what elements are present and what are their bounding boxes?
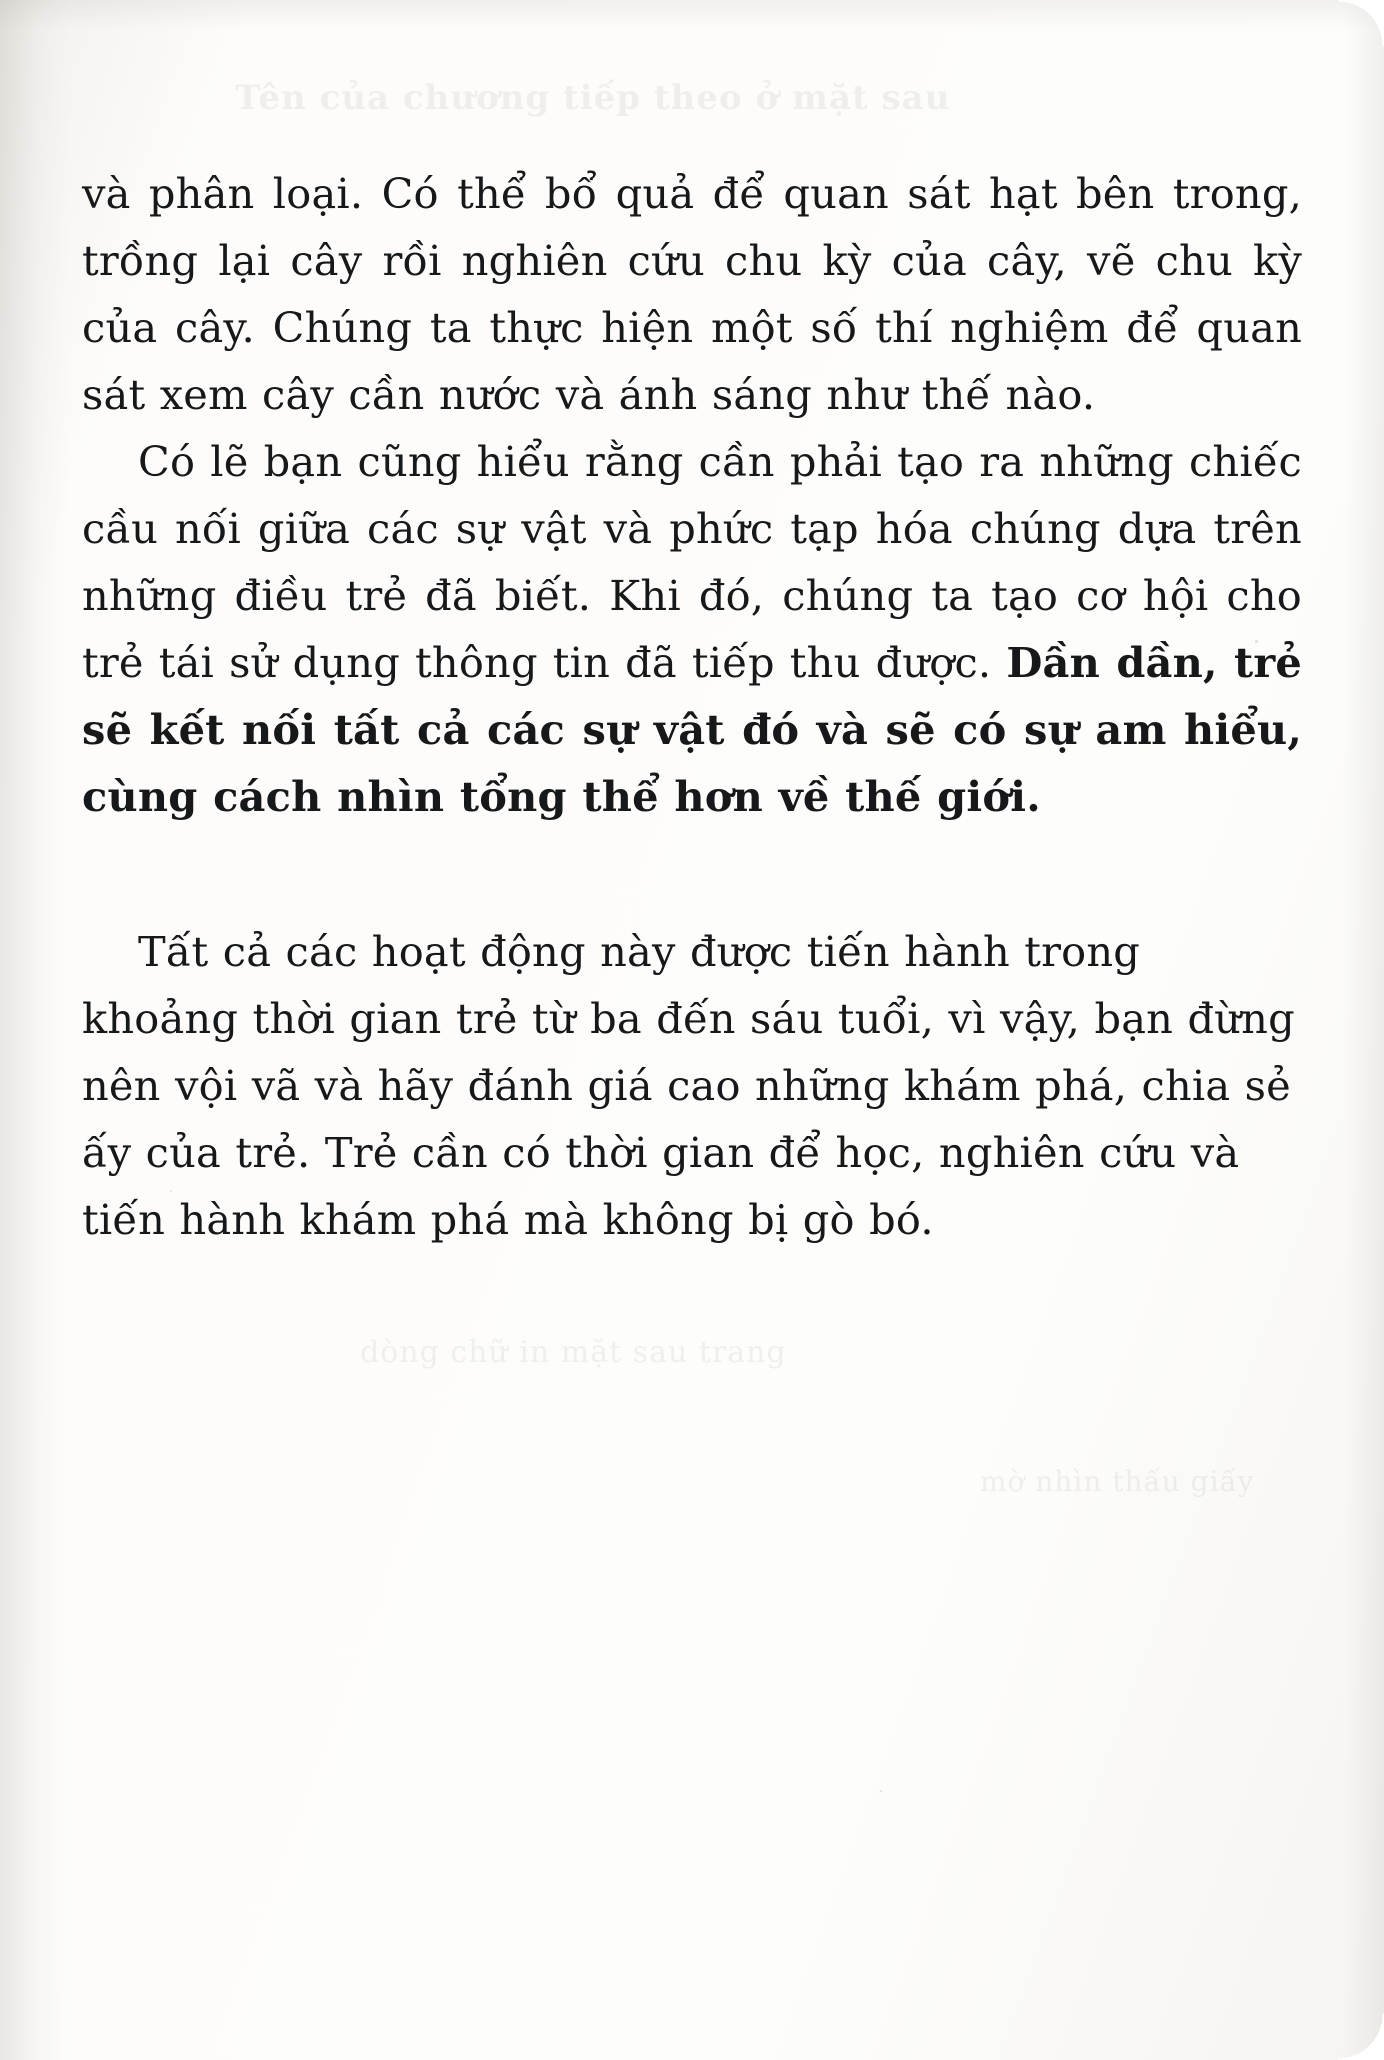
paragraph-1: và phân loại. Có thể bổ quả để quan sát hạt bên trong, trồng lại cây rồi nghiên cứu chu kỳ của cây, vẽ chu kỳ của cây. Chúng ta thực hiện một số thí nghiệm để quan sát xem cây cần nước và ánh sáng như thế nào.: [82, 169, 1302, 419]
page-gutter-shadow: [0, 0, 70, 2060]
paragraph-3: Tất cả các hoạt động này được tiến hành trong khoảng thời gian trẻ từ ba đến sáu tuổi, vì vậy, bạn đừng nên vội vã và hãy đánh giá cao những khám phá, chia sẻ ấy của trẻ. Trẻ cần có thời gian để học, nghiên cứu và tiến hành khám phá mà không bị gò bó.: [82, 927, 1295, 1244]
paragraph-2: [82, 428, 1302, 830]
reverse-side-heading-showthrough: Tên của chương tiếp theo ở mặt sau: [235, 78, 951, 118]
page-corner-top-right: [1338, 0, 1384, 46]
page-edge-shadow-right: [1344, 0, 1384, 2060]
paragraph-2-emphasized-text: Dần dần, trẻ sẽ kết nối tất cả các sự vật đó và sẽ có sự am hiểu, cùng cách nhìn tổng thể hơn về thế giới.: [82, 638, 1303, 821]
page-edge-shadow-top: [0, 0, 1384, 30]
scan-speck: [880, 1790, 882, 1792]
body-text-block: [82, 160, 1302, 1253]
reverse-side-line-showthrough-low: mờ nhìn thấu giấy: [980, 1465, 1255, 1498]
paragraph-2-lead-text: Có lẽ bạn cũng hiểu rằng cần phải tạo ra những chiếc cầu nối giữa các sự vật và phức tạp hóa chúng dựa trên những điều trẻ đã biết. Khi đó, chúng ta tạo cơ hội cho trẻ tái sử dụng thông tin đã tiếp thu được.: [82, 437, 1302, 687]
reverse-side-line-showthrough-mid: dòng chữ in mặt sau trang: [360, 1335, 787, 1370]
page-corner-bottom-right: [1338, 2014, 1384, 2060]
